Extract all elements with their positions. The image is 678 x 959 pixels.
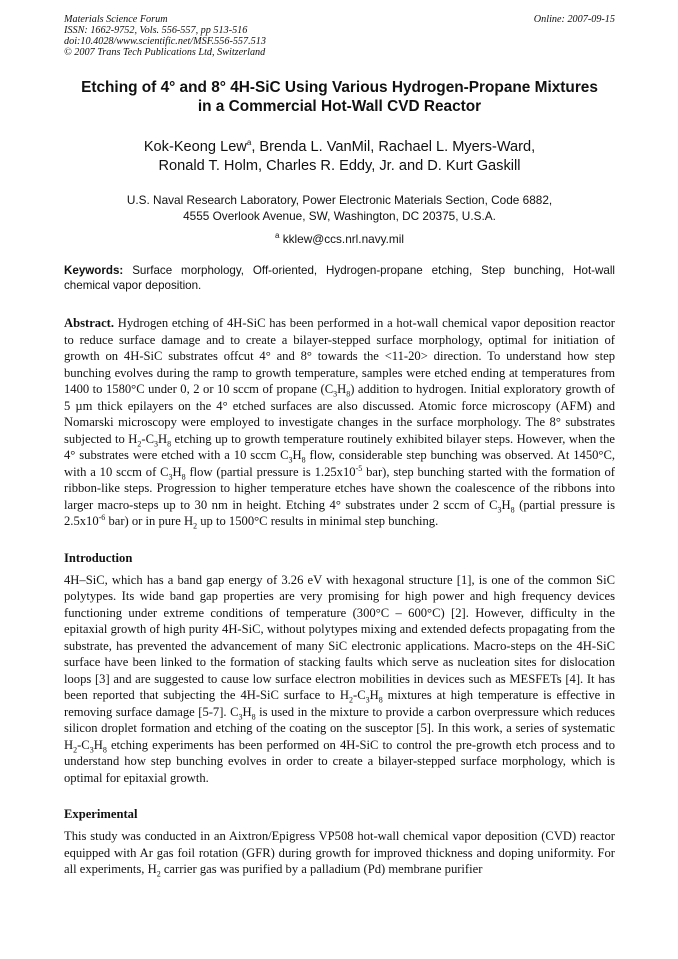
introduction-heading: Introduction	[64, 550, 133, 565]
abstract	[64, 315, 615, 530]
body-text: mixtures at high temperature is effective in removing surface damage [5-7]. C	[64, 688, 616, 719]
journal-header	[64, 14, 615, 58]
subscript: 8	[102, 745, 107, 755]
abstract-text: (partial pressure is 2.5x10	[64, 497, 615, 528]
abstract-text: bar), step bunching started with the formation of ribbon-like steps. Progression to higher temperature etches have shown the coalescence of the ribbons into larger macro-steps up to 30 nm in height. Etching 4° substrates under 2 sccm of C	[64, 464, 615, 512]
subscript: 8	[181, 472, 186, 482]
subscript: 8	[301, 455, 306, 465]
body-text: This study was conducted in an Aixtron/Epigress VP508 hot-wall chemical vapor deposition (CVD) reactor equipped with Ar gas foil rotation (GFR) during growth for improved thickness and doping uniformity. For all experiments, H	[64, 829, 615, 876]
email-address: kklew@ccs.nrl.navy.mil	[279, 232, 404, 246]
abstract-text: H	[172, 464, 182, 479]
subscript: 3	[153, 439, 158, 449]
subscript: 3	[89, 745, 94, 755]
body-text: carrier gas was purified by a palladium (Pd) membrane purifier	[160, 862, 483, 876]
abstract-text: H	[157, 431, 168, 446]
subscript: 8	[510, 505, 515, 515]
title-line-1: Etching of 4° and 8° 4H-SiC Using Various Hydrogen-Propane Mixtures	[81, 79, 598, 96]
abstract-text: H	[337, 382, 347, 396]
subscript: 8	[378, 695, 383, 705]
subscript: 8	[251, 712, 256, 722]
subscript: 3	[238, 712, 243, 722]
body-text: H	[93, 737, 103, 752]
body-text: is used in the mixture to provide a carbon overpressure which reduces silicon droplet formation and etching of the coating on the susceptor [5]. In this work, a series of systematic H	[64, 704, 615, 752]
abstract-text: ) addition to hydrogen. Initial exploratory growth of 5 µm thick epilayers on the 4° etched surfaces are also discussed. Atomic force microscopy (AFM) and Nomarski microscopy were employed to investigate changes in the surface morphology. The 8° substrates subjected to H	[64, 382, 615, 446]
subscript: 2	[193, 521, 198, 531]
abstract-label: Abstract.	[64, 316, 115, 330]
abstract-text: Hydrogen etching of 4H-SiC has been performed in a hot-wall chemical vapor deposition reactor to reduce surface damage and to create a bilayer-stepped surface morphology, optimal for initiation of growth on 4H-SiC substrates offcut 4° and 8° towards the <11-20> direction. To understand how step bunching evolves during the ramp to growth temperature, samples were etched ending at temperatures from 1400 to 1580°C under 0, 2 or 10 sccm of propane (C	[64, 316, 615, 396]
copyright-line: © 2007 Trans Tech Publications Ltd, Switzerland	[64, 47, 266, 58]
keywords-label: Keywords:	[64, 264, 124, 277]
paper-page	[64, 14, 615, 878]
abstract-text: bar) or in pure H	[105, 514, 194, 528]
abstract-text: H	[292, 448, 302, 462]
subscript: 2	[73, 745, 78, 755]
superscript: -5	[355, 463, 363, 473]
subscript: 3	[365, 695, 370, 705]
abstract-text: H	[501, 497, 511, 512]
abstract-text: flow, considerable step bunching was observed. At 1450°C, with a 10 sccm of C	[64, 448, 615, 479]
subscript: 3	[497, 505, 502, 515]
subscript: 8	[167, 439, 172, 449]
author-list	[64, 138, 615, 176]
title-line-2: in a Commercial Hot-Wall CVD Reactor	[197, 98, 482, 115]
body-text: 4H–SiC, which has a band gap energy of 3.26 eV with hexagonal structure [1], is one of the common SiC polytypes. Its wide band gap properties are very promising for high power and high frequency devices functioning under extreme conditions of temperature (300°C – 600°C) [2]. However, difficulty in the epitaxial growth of high purity 4H-SiC, without polytypes mixing and extended defects propagating from the substrate, has prevented the advancement of many SiC electronic applications. Macro-steps on the 4H-SiC surface have been linked to the formation of stacking faults which serve as nucleation sites for dislocation loops [3] and are suggested to cause low surface electron mobilities in devices such as MESFETs [4]. It has been reported that subjecting the 4H-SiC surface to H	[64, 572, 615, 702]
online-date: Online: 2007-09-15	[533, 14, 615, 25]
doi-line: doi:10.4028/www.scientific.net/MSF.556-557.513	[64, 36, 266, 47]
subscript: 3	[168, 472, 173, 482]
keywords	[64, 263, 615, 293]
experimental-heading: Experimental	[64, 807, 138, 821]
journal-name: Materials Science Forum	[64, 14, 168, 25]
abstract-text: etching up to growth temperature routinely exhibited bilayer steps. However, when the 4° substrates were etched with a 10 sccm C	[64, 431, 615, 462]
email-marker: a	[275, 231, 280, 241]
authors-line-1: , Brenda L. VanMil, Rachael L. Myers-Ward,	[251, 139, 536, 155]
body-text: H	[369, 688, 379, 702]
abstract-text: flow (partial pressure is 1.25x10	[185, 464, 356, 479]
experimental-paragraph	[64, 828, 615, 878]
affiliation-line-1: U.S. Naval Research Laboratory, Power Electronic Materials Section, Code 6882,	[126, 193, 553, 207]
subscript: 3	[333, 389, 338, 399]
email-line	[64, 232, 615, 247]
introduction-paragraph	[64, 572, 615, 787]
body-text: H	[242, 704, 252, 719]
subscript: 8	[346, 389, 351, 399]
body-text: -C	[77, 737, 90, 752]
affiliation-line-2: 4555 Overlook Avenue, SW, Washington, DC 20375, U.S.A.	[183, 209, 496, 223]
superscript: -6	[98, 512, 106, 522]
issn-line: ISSN: 1662-9752, Vols. 556-557, pp 513-516	[64, 25, 248, 36]
subscript: 2	[137, 439, 142, 449]
keywords-text: Surface morphology, Off-oriented, Hydrogen-propane etching, Step bunching, Hot-wall chemical vapor deposition.	[64, 264, 615, 292]
author-first: Kok-Keong Lew	[143, 139, 247, 155]
subscript: 3	[288, 455, 293, 465]
abstract-text: up to 1500°C results in minimal step bunching.	[197, 514, 439, 528]
abstract-text: -C	[141, 431, 154, 446]
subscript: 2	[156, 869, 161, 879]
paper-title	[64, 78, 615, 116]
author-affil-marker: a	[246, 138, 252, 148]
authors-line-2: Ronald T. Holm, Charles R. Eddy, Jr. and D. Kurt Gaskill	[158, 158, 521, 174]
subscript: 2	[349, 695, 354, 705]
body-text: -C	[353, 688, 366, 702]
affiliation	[64, 192, 615, 224]
body-text: etching experiments has been performed on 4H-SiC to control the pre-growth etch process and to understand how step bunching evolves in order to create a bilayer-stepped surface morphology, which is optimal for epitaxial growth.	[64, 737, 615, 785]
